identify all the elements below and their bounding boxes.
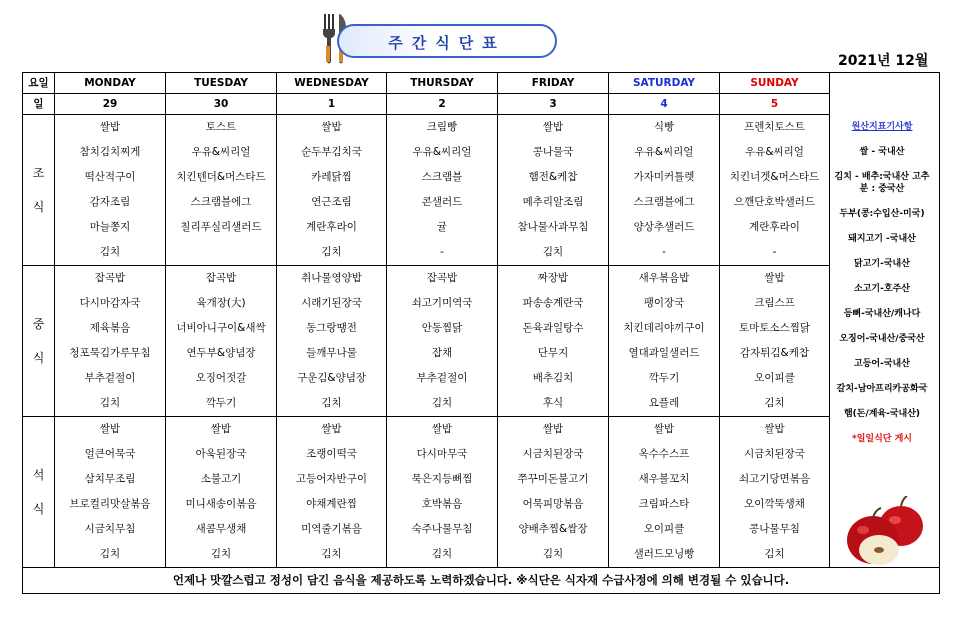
day-tuesday: TUESDAY	[166, 73, 277, 94]
lunch-row	[23, 366, 940, 391]
breakfast-dish-tuesday: 치킨텐더&머스타드	[166, 165, 277, 190]
breakfast-dish-tuesday: 스크램블에그	[166, 190, 277, 215]
dinner-dish-monday: 쌀밥	[55, 417, 166, 443]
breakfast-row	[23, 140, 940, 165]
lunch-label-top: 중	[32, 317, 45, 331]
breakfast-dish-tuesday: 토스트	[166, 115, 277, 141]
lunch-dish-sunday: 토마토소스찜닭	[720, 316, 830, 341]
lunch-dish-thursday: 잡채	[387, 341, 498, 366]
lunch-row	[23, 316, 940, 341]
origin-info-panel	[832, 121, 932, 458]
dinner-label	[23, 417, 55, 568]
dinner-dish-thursday: 숙주나물무침	[387, 517, 498, 542]
date-monday: 29	[55, 94, 166, 115]
origin-item: 두부(콩:수입산-미국)	[839, 209, 925, 219]
dinner-dish-wednesday: 김치	[277, 542, 387, 568]
day-sunday: SUNDAY	[720, 73, 830, 94]
daily-menu-notice: *일일식단 게시	[851, 434, 912, 444]
breakfast-row	[23, 115, 940, 141]
dinner-dish-tuesday: 쌀밥	[166, 417, 277, 443]
breakfast-dish-sunday: 계란후라이	[720, 215, 830, 240]
dinner-dish-saturday: 새우볼꼬치	[609, 467, 720, 492]
breakfast-dish-friday: 쌀밥	[498, 115, 609, 141]
dinner-dish-friday: 양배추찜&쌈장	[498, 517, 609, 542]
origin-item: 소고기-호주산	[854, 284, 910, 294]
dinner-dish-saturday: 오이피클	[609, 517, 720, 542]
breakfast-dish-tuesday	[166, 240, 277, 266]
lunch-dish-thursday: 쇠고기미역국	[387, 291, 498, 316]
lunch-dish-friday: 짜장밥	[498, 266, 609, 292]
dinner-dish-monday: 시금치무침	[55, 517, 166, 542]
lunch-dish-saturday: 치킨데리야끼구이	[609, 316, 720, 341]
dinner-dish-tuesday: 소불고기	[166, 467, 277, 492]
breakfast-dish-monday: 마늘쫑지	[55, 215, 166, 240]
lunch-row	[23, 291, 940, 316]
dinner-dish-thursday: 쌀밥	[387, 417, 498, 443]
lunch-dish-monday: 청포묵김가루무침	[55, 341, 166, 366]
breakfast-row	[23, 190, 940, 215]
date-header-row	[23, 94, 940, 115]
origin-item: 김치 - 배추:국내산 고추분 : 중국산	[834, 172, 930, 194]
breakfast-dish-sunday: 으깬단호박샐러드	[720, 190, 830, 215]
lunch-dish-wednesday: 들깨무나물	[277, 341, 387, 366]
breakfast-dish-saturday: -	[609, 240, 720, 266]
lunch-dish-thursday: 잡곡밥	[387, 266, 498, 292]
breakfast-dish-sunday: 치킨너겟&머스타드	[720, 165, 830, 190]
breakfast-label-bottom: 식	[32, 200, 45, 214]
lunch-dish-tuesday: 오징어젓갈	[166, 366, 277, 391]
breakfast-label-top: 조	[32, 166, 45, 180]
breakfast-dish-friday: 콩나물국	[498, 140, 609, 165]
lunch-dish-saturday: 열대과일샐러드	[609, 341, 720, 366]
breakfast-dish-wednesday: 순두부김치국	[277, 140, 387, 165]
breakfast-dish-wednesday: 김치	[277, 240, 387, 266]
origin-item: 쌀 - 국내산	[859, 147, 905, 157]
dinner-dish-monday: 삼치무조림	[55, 467, 166, 492]
breakfast-row	[23, 240, 940, 266]
lunch-dish-tuesday: 육개장(大)	[166, 291, 277, 316]
day-label: 요일	[23, 73, 55, 94]
dinner-dish-monday: 브로컬리맛살볶음	[55, 492, 166, 517]
date-saturday: 4	[609, 94, 720, 115]
lunch-row	[23, 341, 940, 366]
menu-date: 2021년 12월	[838, 53, 929, 69]
apple-image	[843, 496, 929, 570]
lunch-dish-thursday: 부추겉절이	[387, 366, 498, 391]
lunch-dish-sunday: 감자튀김&케찹	[720, 341, 830, 366]
lunch-dish-friday: 파송송계란국	[498, 291, 609, 316]
breakfast-dish-wednesday: 연근조림	[277, 190, 387, 215]
dinner-dish-saturday: 쌀밥	[609, 417, 720, 443]
origin-heading: 원산지표기사항	[851, 122, 913, 132]
dinner-dish-friday: 김치	[498, 542, 609, 568]
lunch-dish-wednesday: 구운김&양념장	[277, 366, 387, 391]
footer-notice: 언제나 맛깔스럽고 정성이 담긴 음식을 제공하도록 노력하겠습니다. ※식단은 식자재 수급사정에 의해 변경될 수 있습니다.	[23, 568, 940, 594]
breakfast-dish-friday: 김치	[498, 240, 609, 266]
dinner-dish-sunday: 쇠고기당면볶음	[720, 467, 830, 492]
origin-item: 등뼈-국내산/캐나다	[843, 309, 921, 319]
dinner-dish-wednesday: 고등어자반구이	[277, 467, 387, 492]
dinner-row	[23, 442, 940, 467]
breakfast-dish-tuesday: 우유&씨리얼	[166, 140, 277, 165]
footer-row	[23, 568, 940, 594]
breakfast-dish-friday: 햄전&케찹	[498, 165, 609, 190]
lunch-dish-tuesday: 잡곡밥	[166, 266, 277, 292]
weekly-menu-table	[22, 72, 940, 594]
dinner-dish-monday: 김치	[55, 542, 166, 568]
lunch-dish-saturday: 깍두기	[609, 366, 720, 391]
dinner-dish-monday: 얼큰어묵국	[55, 442, 166, 467]
breakfast-dish-saturday: 식빵	[609, 115, 720, 141]
breakfast-row	[23, 215, 940, 240]
lunch-dish-thursday: 안동찜닭	[387, 316, 498, 341]
breakfast-dish-thursday: 귤	[387, 215, 498, 240]
origin-item: 고등어-국내산	[854, 359, 910, 369]
breakfast-dish-monday: 떡산적구이	[55, 165, 166, 190]
dinner-dish-friday: 쌀밥	[498, 417, 609, 443]
dinner-dish-thursday: 김치	[387, 542, 498, 568]
breakfast-dish-wednesday: 카레닭찜	[277, 165, 387, 190]
dinner-row	[23, 417, 940, 443]
origin-item: 햄(돈/계육-국내산)	[843, 409, 921, 419]
dinner-dish-sunday: 콩나물무침	[720, 517, 830, 542]
date-thursday: 2	[387, 94, 498, 115]
lunch-dish-tuesday: 깍두기	[166, 391, 277, 417]
date-sunday: 5	[720, 94, 830, 115]
breakfast-dish-thursday: -	[387, 240, 498, 266]
lunch-row	[23, 391, 940, 417]
lunch-dish-saturday: 요플레	[609, 391, 720, 417]
breakfast-dish-wednesday: 쌀밥	[277, 115, 387, 141]
date-label: 일	[23, 94, 55, 115]
breakfast-dish-saturday: 우유&씨리얼	[609, 140, 720, 165]
breakfast-dish-saturday: 가자미커틀렛	[609, 165, 720, 190]
dinner-row	[23, 467, 940, 492]
breakfast-dish-monday: 감자조림	[55, 190, 166, 215]
origin-item: 닭고기-국내산	[854, 259, 910, 269]
breakfast-dish-friday: 참나물사과무침	[498, 215, 609, 240]
dinner-dish-friday: 쭈꾸미돈불고기	[498, 467, 609, 492]
lunch-dish-friday: 후식	[498, 391, 609, 417]
dinner-dish-saturday: 옥수수스프	[609, 442, 720, 467]
lunch-label-bottom: 식	[32, 351, 45, 365]
breakfast-dish-thursday: 크림빵	[387, 115, 498, 141]
page-title: 주간식단표	[388, 34, 506, 52]
breakfast-dish-monday: 김치	[55, 240, 166, 266]
breakfast-label	[23, 115, 55, 266]
lunch-dish-sunday: 오이피클	[720, 366, 830, 391]
dinner-dish-wednesday: 야채계란찜	[277, 492, 387, 517]
dinner-row	[23, 542, 940, 568]
dinner-dish-wednesday: 미역줄기볶음	[277, 517, 387, 542]
breakfast-dish-thursday: 콘샐러드	[387, 190, 498, 215]
day-thursday: THURSDAY	[387, 73, 498, 94]
origin-item: 돼지고기 -국내산	[848, 234, 916, 244]
lunch-dish-monday: 다시마감자국	[55, 291, 166, 316]
lunch-dish-monday: 잡곡밥	[55, 266, 166, 292]
dinner-dish-thursday: 호박볶음	[387, 492, 498, 517]
day-monday: MONDAY	[55, 73, 166, 94]
breakfast-dish-wednesday: 계란후라이	[277, 215, 387, 240]
title-banner	[337, 24, 557, 58]
lunch-dish-saturday: 새우볶음밥	[609, 266, 720, 292]
breakfast-dish-monday: 참치김치찌게	[55, 140, 166, 165]
dinner-dish-thursday: 다시마무국	[387, 442, 498, 467]
dinner-dish-saturday: 크림파스타	[609, 492, 720, 517]
origin-item: 오징어-국내산/중국산	[839, 334, 925, 344]
lunch-dish-wednesday: 취나물영양밥	[277, 266, 387, 292]
lunch-dish-wednesday: 시래기된장국	[277, 291, 387, 316]
day-wednesday: WEDNESDAY	[277, 73, 387, 94]
dinner-dish-tuesday: 김치	[166, 542, 277, 568]
lunch-dish-monday: 김치	[55, 391, 166, 417]
day-header-row	[23, 73, 940, 94]
lunch-dish-saturday: 팽이장국	[609, 291, 720, 316]
dinner-dish-sunday: 오이깍뚝생채	[720, 492, 830, 517]
day-saturday: SATURDAY	[609, 73, 720, 94]
lunch-dish-wednesday: 동그랑땡전	[277, 316, 387, 341]
dinner-dish-wednesday: 쌀밥	[277, 417, 387, 443]
dinner-row	[23, 492, 940, 517]
lunch-dish-tuesday: 연두부&양념장	[166, 341, 277, 366]
lunch-dish-thursday: 김치	[387, 391, 498, 417]
breakfast-dish-monday: 쌀밥	[55, 115, 166, 141]
breakfast-dish-sunday: 우유&씨리얼	[720, 140, 830, 165]
lunch-dish-sunday: 김치	[720, 391, 830, 417]
lunch-label	[23, 266, 55, 417]
date-wednesday: 1	[277, 94, 387, 115]
dinner-dish-tuesday: 새콤무생채	[166, 517, 277, 542]
dinner-row	[23, 517, 940, 542]
dinner-dish-wednesday: 조랭이떡국	[277, 442, 387, 467]
breakfast-dish-sunday: -	[720, 240, 830, 266]
breakfast-dish-tuesday: 칠리푸실리샐러드	[166, 215, 277, 240]
dinner-dish-sunday: 김치	[720, 542, 830, 568]
lunch-dish-monday: 부추겉절이	[55, 366, 166, 391]
dinner-dish-friday: 어묵피망볶음	[498, 492, 609, 517]
lunch-dish-sunday: 쌀밥	[720, 266, 830, 292]
lunch-dish-wednesday: 김치	[277, 391, 387, 417]
breakfast-dish-friday: 메추리알조림	[498, 190, 609, 215]
date-friday: 3	[498, 94, 609, 115]
lunch-dish-friday: 배추김치	[498, 366, 609, 391]
lunch-dish-friday: 돈육과일탕수	[498, 316, 609, 341]
dinner-dish-sunday: 시금치된장국	[720, 442, 830, 467]
breakfast-dish-saturday: 양상추샐러드	[609, 215, 720, 240]
date-tuesday: 30	[166, 94, 277, 115]
dinner-label-top: 석	[32, 468, 45, 482]
dinner-dish-saturday: 샐러드모닝빵	[609, 542, 720, 568]
dinner-dish-tuesday: 미니새송이볶음	[166, 492, 277, 517]
breakfast-dish-saturday: 스크램블에그	[609, 190, 720, 215]
dinner-dish-thursday: 묵은지등뼈찜	[387, 467, 498, 492]
lunch-dish-friday: 단무지	[498, 341, 609, 366]
lunch-dish-tuesday: 너비아니구이&새싹	[166, 316, 277, 341]
day-friday: FRIDAY	[498, 73, 609, 94]
breakfast-dish-thursday: 스크램블	[387, 165, 498, 190]
dinner-dish-sunday: 쌀밥	[720, 417, 830, 443]
dinner-label-bottom: 식	[32, 502, 45, 516]
lunch-dish-sunday: 크림스프	[720, 291, 830, 316]
dinner-dish-tuesday: 아욱된장국	[166, 442, 277, 467]
origin-item: 갈치-남아프리카공화국	[836, 384, 928, 394]
breakfast-dish-thursday: 우유&씨리얼	[387, 140, 498, 165]
breakfast-dish-sunday: 프렌치토스트	[720, 115, 830, 141]
dinner-dish-friday: 시금치된장국	[498, 442, 609, 467]
lunch-row	[23, 266, 940, 292]
lunch-dish-monday: 제육볶음	[55, 316, 166, 341]
breakfast-row	[23, 165, 940, 190]
